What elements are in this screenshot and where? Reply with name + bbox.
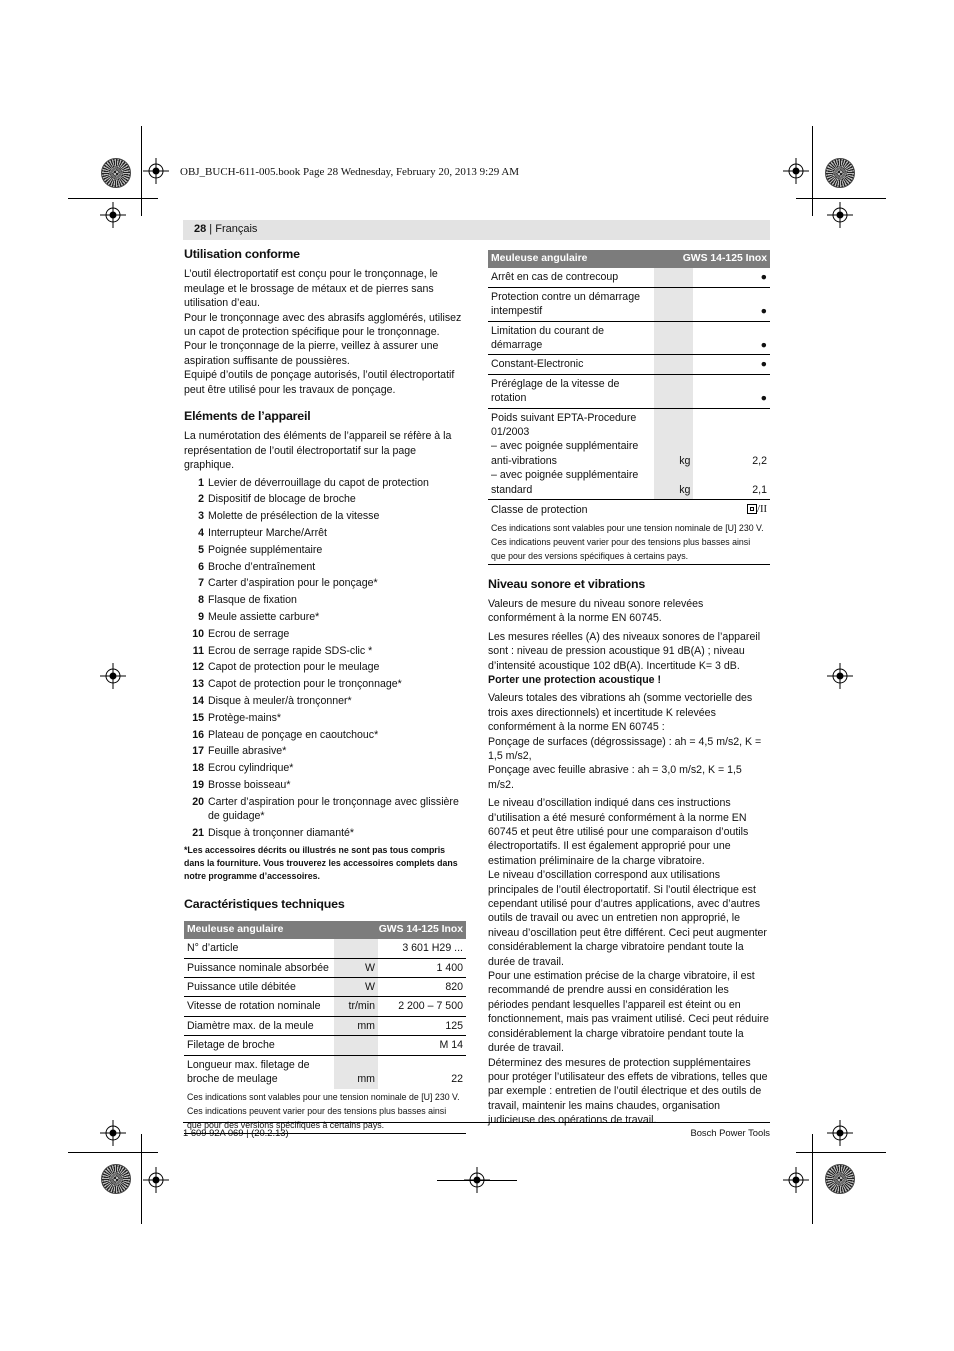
list-item: 3 Molette de présélection de la vitesse — [198, 510, 380, 523]
list-item: 20 Carter d’aspiration pour le tronçonnage avec glissière de guidage* — [192, 795, 459, 823]
list-item: 14 Disque à meuler/à tronçonner* — [192, 695, 352, 708]
registration-mark-icon — [827, 663, 853, 689]
list-item: 16 Plateau de ponçage en caoutchouc* — [192, 728, 379, 741]
element-list — [184, 476, 466, 841]
table-row: Classe de protection /II — [488, 500, 770, 520]
footer-brand: Bosch Power Tools — [690, 1127, 770, 1138]
table-row: N° d’article 3 601 H29 ... — [184, 939, 466, 958]
footer-doc-number: 1 609 92A 069 | (20.2.13) — [183, 1127, 289, 1138]
table-row: Constant-Electronic ● — [488, 355, 770, 374]
registration-mark-icon — [100, 1120, 126, 1146]
page-footer — [183, 1122, 770, 1138]
paragraph: Le niveau d’oscillation correspond aux utilisations principales de l’outil électroportatif. Si l’outil électrique est cependant utilisé pour d’autres applications, avec d’autres outils de travail ou avec un entretien non approprié, le niveau d’oscillation peut être différent. Ceci peut augmenter considérablement la charge vibratoire pendant toute la durée de travail. — [488, 869, 767, 968]
warning-text: Porter une protection acoustique ! — [488, 673, 662, 686]
list-item: 2 Dispositif de blocage de broche — [198, 493, 356, 506]
paragraph: Déterminez des mesures de protection supplémentaires pour protéger l’utilisateur des effets de vibrations, telles que par exemple : entretien de l’outil électrique et des outils de travail, maintenir les mains chaudes, organisation judicieuse des opérations de travail. — [488, 1056, 768, 1127]
list-item: 5 Poignée supplémentaire — [198, 543, 323, 556]
registration-mark-icon — [100, 202, 126, 228]
list-item: 1 Levier de déverrouillage du capot de protection — [198, 476, 429, 489]
crop-mark — [812, 126, 813, 216]
color-rosette-icon — [101, 158, 131, 188]
weight-line: – avec poignée supplémentaire anti-vibrations — [491, 440, 639, 467]
table-row: Poids suivant EPTA-Procedure 01/2003 – avec poignée supplémentaire anti-vibrations – avec poignée supplémentaire standard kg kg 2,2 2,1 — [488, 408, 770, 499]
list-item: 19 Brosse boisseau* — [192, 779, 291, 792]
list-item: 4 Interrupteur Marche/Arrêt — [198, 527, 327, 540]
accessories-footnote: *Les accessoires décrits ou illustrés ne sont pas tous compris dans la fourniture. Vous trouverez les accessoires complets dans notre programme d’accessoires. — [184, 845, 458, 882]
table-row: Longueur max. filetage de broche de meulage mm 22 — [184, 1055, 466, 1088]
crop-mark — [437, 1180, 517, 1181]
registration-mark-icon — [783, 158, 809, 184]
paragraph: Les mesures réelles (A) des niveaux sonores de l’appareil sont : niveau de pression acoustique 91 dB(A) ; niveau d’intensité acoustique 102 dB(A). Incertitude K= 3 dB. — [488, 630, 761, 672]
table-row: Arrêt en cas de contrecoup ● — [488, 268, 770, 287]
paragraph: La numérotation des éléments de l’appareil se réfère à la représentation de l’outil électroportatif sur la page graphique. — [184, 430, 452, 472]
left-column — [184, 247, 466, 1134]
paragraph: Valeurs de mesure du niveau sonore relevées conformément à la norme EN 60745. — [488, 597, 704, 625]
list-item: 9 Meule assiette carbure* — [198, 611, 320, 624]
crop-mark — [141, 1134, 142, 1224]
registration-mark-icon — [100, 663, 126, 689]
weight-label: Poids suivant EPTA-Procedure 01/2003 — [491, 411, 637, 439]
table-row: Puissance nominale absorbée W 1 400 — [184, 958, 466, 977]
page-number: 28 — [194, 223, 207, 235]
crop-mark — [796, 198, 886, 199]
table-row: Puissance utile débitée W 820 — [184, 978, 466, 997]
crop-mark — [796, 1152, 886, 1153]
paragraph: Pour une estimation précise de la charge vibratoire, il est recommandé de prendre aussi en considération les périodes pendant lesquelles l’appareil est éteint ou en fonctionnement, mais pas vraiment utilisé. Ceci peut réduire considérablement la charge vibratoire pendant toute la durée de travail. — [488, 970, 769, 1055]
table-header-cell: Meuleuse angulaire — [184, 921, 334, 939]
list-item: 17 Feuille abrasive* — [192, 745, 287, 758]
crop-mark — [68, 1152, 158, 1153]
list-item: 10 Ecrou de serrage — [192, 627, 290, 640]
spec-table — [184, 921, 466, 1134]
paragraph: Ponçage de surfaces (dégrossissage) : ah = 4,5 m/s2, K = 1,5 m/s2, — [488, 735, 762, 762]
table-note: Ces indications sont valables pour une tension nominale de [U] 230 V. Ces indications peuvent varier pour des tensions plus basses ainsi que pour des versions spécifiques à certains pays. — [184, 1089, 466, 1134]
weight-line: – avec poignée supplémentaire standard — [491, 469, 639, 496]
paragraph: Ponçage avec feuille abrasive : ah = 3,0 m/s2, K = 1,5 m/s2. — [488, 764, 742, 791]
crop-mark — [141, 126, 142, 216]
list-item: 12 Capot de protection pour le meulage — [192, 661, 380, 674]
registration-mark-icon — [143, 158, 169, 184]
table-row: Filetage de broche M 14 — [184, 1036, 466, 1055]
print-slug: OBJ_BUCH-611-005.book Page 28 Wednesday, February 20, 2013 9:29 AM — [180, 166, 520, 178]
paragraph: Pour le tronçonnage avec des abrasifs agglomérés, utilisez un capot de protection spécifique pour le tronçonnage. — [184, 311, 462, 339]
registration-mark-icon — [827, 1120, 853, 1146]
table-row: Limitation du courant de démarrage ● — [488, 321, 770, 355]
list-item: 8 Flasque de fixation — [198, 594, 297, 607]
language-label: Français — [215, 223, 258, 235]
table-row: Diamètre max. de la meule mm 125 — [184, 1016, 466, 1035]
list-item: 11 Ecrou de serrage rapide SDS-clic * — [192, 644, 373, 657]
table-row: Préréglage de la vitesse de rotation ● — [488, 374, 770, 408]
crop-mark — [68, 198, 158, 199]
color-rosette-icon — [825, 158, 855, 188]
protection-class-icon — [747, 504, 757, 514]
paragraph: Equipé d’outils de ponçage autorisés, l’outil électroportatif peut être utilisé pour les travaux de ponçage. — [184, 369, 455, 396]
list-item: 13 Capot de protection pour le tronçonnage* — [192, 678, 402, 691]
table-note: Ces indications sont valables pour une tension nominale de [U] 230 V. Ces indications peuvent varier pour des tensions plus basses ainsi que pour des versions spécifiques à certains pays. — [488, 520, 770, 565]
list-item: 18 Ecrou cylindrique* — [192, 762, 294, 775]
utilisation-text — [184, 267, 466, 397]
registration-mark-icon — [783, 1167, 809, 1193]
section-title: Utilisation conforme — [184, 247, 300, 261]
paragraph: Valeurs totales des vibrations ah (somme vectorielle des trois axes directionnels) et incertitude K relevées conformément à la norme EN 60745 : — [488, 692, 753, 734]
table-header-cell: GWS 14-125 Inox — [334, 921, 466, 939]
section-title: Niveau sonore et vibrations — [488, 576, 646, 591]
color-rosette-icon — [101, 1164, 131, 1194]
color-rosette-icon — [825, 1164, 855, 1194]
registration-mark-icon — [143, 1167, 169, 1193]
registration-mark-icon — [827, 202, 853, 228]
page-header-bar — [183, 220, 770, 240]
table-row: Vitesse de rotation nominale tr/min 2 200 – 7 500 — [184, 997, 466, 1016]
table-row: Protection contre un démarrage intempestif ● — [488, 287, 770, 321]
paragraph: L’outil électroportatif est conçu pour le tronçonnage, le meulage et le brossage de métaux et de pierres sans utilisation d’eau. — [184, 268, 438, 310]
feature-table — [488, 250, 770, 565]
paragraph: Le niveau d’oscillation indiqué dans ces instructions d’utilisation a été mesuré conformément à la norme EN 60745 et peut être utilisé pour une comparaison d’outils électroportatifs. Il est également approprié pour une estimation préliminaire de la charge vibratoire. — [488, 797, 749, 867]
page-header: 28 | Français — [194, 223, 258, 235]
crop-mark — [812, 1134, 813, 1224]
table-header — [184, 921, 466, 939]
right-column — [488, 250, 770, 1128]
table-header — [488, 250, 770, 268]
section-title: Caractéristiques techniques — [184, 897, 345, 912]
list-item: 15 Protège-mains* — [192, 711, 282, 724]
list-item: 21 Disque à tronçonner diamanté* — [192, 827, 355, 840]
list-item: 7 Carter d’aspiration pour le ponçage* — [198, 577, 378, 590]
section-title: Eléments de l’appareil — [184, 409, 311, 424]
list-item: 6 Broche d’entraînement — [198, 560, 316, 573]
table-header-cell: Meuleuse angulaire — [488, 250, 654, 268]
paragraph: Pour le tronçonnage de la pierre, veillez à assurer une aspiration suffisante de poussières. — [184, 340, 439, 367]
table-header-cell: GWS 14-125 Inox — [654, 250, 770, 268]
